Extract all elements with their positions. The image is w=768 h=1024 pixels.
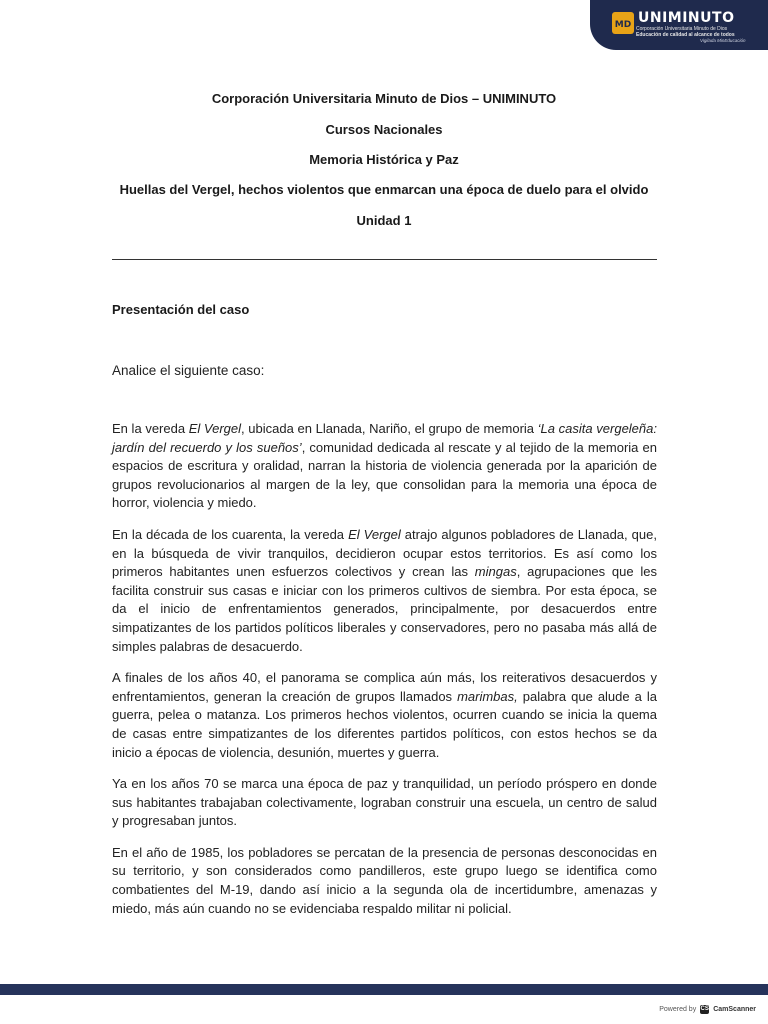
logo-name: UNIMINUTO: [638, 10, 735, 26]
paragraph-5: En el año de 1985, los pobladores se percatan de la presencia de personas desconocidas en su territorio, y son considerados como pandilleros, este grupo luego se identifica como combatientes del M-19, dando así inicio a la segunda ola de incertidumbre, amenazas y miedo, más aún cuando no se evidenciaba respaldo militar ni policial.: [112, 844, 657, 916]
term-marimbas: marimbas,: [457, 688, 518, 704]
case-prompt: Analice el siguiente caso:: [112, 363, 265, 378]
logo-vigilada: Vigilada MinEducación: [700, 38, 746, 43]
course-type: Cursos Nacionales: [325, 122, 443, 137]
header-divider: [112, 259, 657, 260]
paragraph-1: En la vereda El Vergel, ubicada en Llanada, Nariño, el grupo de memoria ‘La casita vergeleña: jardín del recuerdo y los sueños’, comunidad dedicada al rescate y al tejido de la memoria en espacios de escritura y oralidad, narran la historia de violencia generada por la aparición de grupos revolucionarios al margen de la ley, que consolidan para la memoria una época de horror, violencia y miedo.: [112, 421, 657, 511]
case-body: [112, 420, 657, 931]
group-name: ‘La casita vergeleña: jardín del recuerdo y los sueños’: [112, 421, 657, 455]
document-title: Huellas del Vergel, hechos violentos que enmarcan una época de duelo para el olvido: [119, 182, 649, 197]
uniminuto-logo-icon: [612, 12, 634, 34]
institution-title: Corporación Universitaria Minuto de Dios – UNIMINUTO: [211, 91, 557, 106]
camscanner-name: CamScanner: [713, 1006, 756, 1013]
paragraph-4: Ya en los años 70 se marca una época de paz y tranquilidad, un período próspero en donde sus habitantes trabajaban colectivamente, lograban construir una escuela, un centro de salud y progresaban juntos.: [112, 776, 657, 829]
camscanner-icon: CS: [700, 1006, 709, 1012]
place-name: El Vergel: [348, 526, 401, 542]
uniminuto-logo-banner: [590, 0, 768, 50]
scanner-watermark: [659, 1005, 756, 1014]
course-name: Memoria Histórica y Paz: [309, 152, 459, 167]
powered-by-label: Powered by: [659, 1006, 697, 1013]
footer-bar: [0, 984, 768, 995]
unit-label: Unidad 1: [356, 213, 412, 228]
logo-tagline: Educación de calidad al alcance de todos: [636, 32, 735, 38]
logo-mark-text: MD: [614, 20, 632, 30]
term-mingas: mingas: [474, 564, 517, 580]
paragraph-2: En la década de los cuarenta, la vereda El Vergel atrajo algunos pobladores de Llanada, que, en la búsqueda de vivir tranquilos, decidieron ocupar estos territorios. Es así como los primeros habitantes unen esfuerzos colectivos y crean las mingas, agrupaciones que les facilita construir sus casas e iniciar con los primeros cultivos de siembra. Por esta época, se da el inicio de enfrentamientos generados, principalmente, por desacuerdos entre simpatizantes de los partidos políticos liberales y conservadores, pero no pasaba más allá de simples palabras de desacuerdo.: [112, 526, 658, 654]
paragraph-3: A finales de los años 40, el panorama se complica aún más, los reiterativos desacuerdos y enfrentamientos, generan la creación de grupos llamados marimbas, palabra que alude a la guerra, pelea o matanza. Los primeros hechos violentos, ocurren cuando se inicia la quema de casas entre simpatizantes de los diferentes partidos políticos, con estos hechos se da inicio a épocas de violencia, desunión, muertes y guerra.: [112, 670, 657, 760]
logo-subtitle: Corporación Universitaria Minuto de Dios: [636, 26, 728, 32]
section-title: Presentación del caso: [112, 302, 250, 317]
place-name: El Vergel: [188, 421, 242, 436]
